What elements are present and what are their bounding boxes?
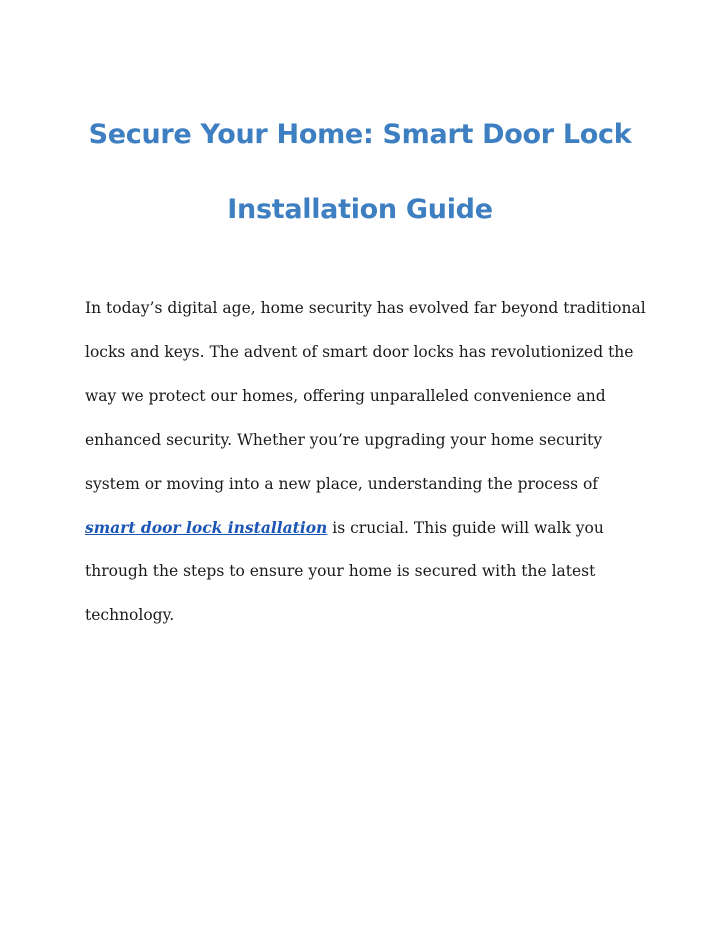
paragraph-line-5: system or moving into a new place, understanding the process of: [85, 475, 599, 493]
paragraph-line-7: through the steps to ensure your home is secured with the latest: [85, 562, 596, 580]
paragraph-line-1: In today’s digital age, home security has evolved far beyond traditional: [85, 299, 646, 317]
paragraph-line-6: [85, 518, 604, 537]
page-title-line-1: Secure Your Home: Smart Door Lock: [88, 119, 632, 150]
paragraph-line-6-text: is crucial. This guide will walk you: [327, 519, 604, 537]
smart-door-lock-installation-link[interactable]: smart door lock installation: [85, 518, 328, 537]
paragraph-line-4: enhanced security. Whether you’re upgrading your home security: [85, 431, 603, 449]
page-title-line-2: Installation Guide: [227, 194, 493, 225]
paragraph-line-3: way we protect our homes, offering unparalleled convenience and: [85, 387, 606, 405]
paragraph-line-2: locks and keys. The advent of smart door locks has revolutionized the: [85, 343, 634, 361]
paragraph-line-8: technology.: [85, 606, 175, 624]
